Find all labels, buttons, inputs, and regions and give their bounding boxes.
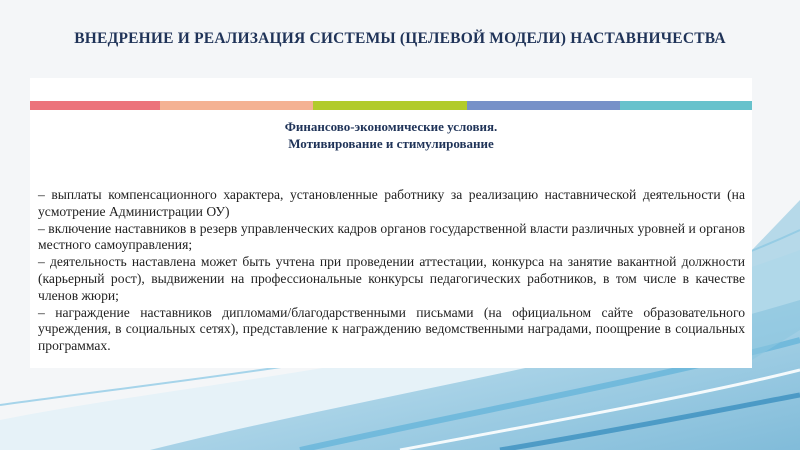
- stripe-segment-teal: [620, 101, 752, 110]
- slide-title: ВНЕДРЕНИЕ И РЕАЛИЗАЦИЯ СИСТЕМЫ (ЦЕЛЕВОЙ МОДЕЛИ) НАСТАВНИЧЕСТВА: [74, 30, 726, 47]
- list-item: – награждение наставников дипломами/благодарственными письмами (на официальном сайте образовательного учреждения, в социальных сетях), представление к награждению ведомственными наградами, поощрение в социальных программах.: [38, 304, 745, 354]
- stripe-segment-green: [313, 101, 467, 110]
- stripe-segment-peach: [160, 101, 313, 110]
- list-item: – включение наставников в резерв управленческих кадров органов государственной власти различных уровней и органов местного самоуправления;: [38, 220, 745, 253]
- subtitle-line-1: Финансово-экономические условия.: [284, 119, 498, 134]
- incentives-list: [38, 187, 745, 355]
- list-item: – деятельность наставлена может быть учтена при проведении аттестации, конкурса на занятие вакантной должности (карьерный рост), выдвижении на профессиональные конкурсы педагогических работников, в том числе в качестве членов жюри;: [38, 254, 745, 303]
- subtitle-line-2: Мотивирование и стимулирование: [288, 136, 494, 151]
- stripe-segment-blue: [467, 101, 620, 110]
- section-subtitle: [30, 118, 752, 152]
- stripe-segment-red: [30, 101, 160, 110]
- color-stripe: [30, 101, 752, 110]
- list-item: – выплаты компенсационного характера, установленные работнику за реализацию наставнической деятельности (на усмотрение Администрации ОУ): [38, 187, 745, 219]
